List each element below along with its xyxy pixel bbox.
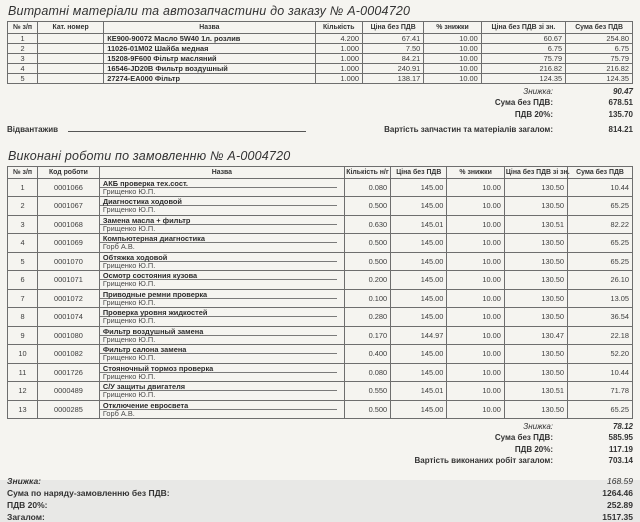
work-sum: 10.44 [568,363,633,382]
material-discount-pct: 10.00 [424,44,482,54]
row-number: 5 [8,252,38,271]
work-name-cell [99,382,344,401]
work-name: Осмотр состояния кузова [100,271,337,280]
work-sum: 52.20 [568,345,633,364]
row-number: 8 [8,308,38,327]
work-price-discounted: 130.50 [504,289,567,308]
works-table [7,166,633,420]
row-number: 4 [8,234,38,253]
row-number: 12 [8,382,38,401]
material-qty: 1.000 [315,54,363,64]
work-discount-pct: 10.00 [447,197,505,216]
col-qty-hours: Кількість н/г [344,166,390,178]
col-row-number: № з/п [8,22,38,34]
work-performer: Грищенко Ю.П. [102,205,156,214]
col-discount: % знижки [424,22,482,34]
work-name: Диагностика ходовой [100,197,337,206]
work-row [8,400,633,419]
cat-number [38,44,104,54]
summary-order-total-label: Сума по наряду-замовленню без ПДВ: [7,488,170,498]
work-name-cell [99,363,344,382]
work-price-discounted: 130.50 [504,308,567,327]
material-row [8,34,633,44]
col-cat-number: Кат. номер [38,22,104,34]
work-qty: 0.400 [344,345,390,364]
materials-title: Витратні матеріали та автозапчастини до заказу № А-0004720 [8,4,411,18]
row-number: 10 [8,345,38,364]
work-row [8,197,633,216]
materials-vat-line [7,110,633,119]
work-name: Компьютерная диагностика [100,234,337,243]
work-price-discounted: 130.50 [504,271,567,290]
work-price-discounted: 130.50 [504,400,567,419]
work-price: 145.00 [391,271,447,290]
work-performer: Горб А.В. [102,242,135,251]
work-discount-pct: 10.00 [447,289,505,308]
work-qty: 0.200 [344,271,390,290]
work-price: 145.00 [391,252,447,271]
row-number: 2 [8,44,38,54]
work-name: Отключение евросвета [100,401,337,410]
col-price: Ціна без ПДВ [391,166,447,178]
row-number: 11 [8,363,38,382]
work-code: 0000489 [38,382,100,401]
work-row [8,326,633,345]
work-row [8,252,633,271]
summary-grand-total-line [7,512,633,522]
work-sum: 65.25 [568,252,633,271]
cat-number [38,34,104,44]
work-discount-pct: 10.00 [447,382,505,401]
work-code: 0001069 [38,234,100,253]
work-qty: 0.500 [344,234,390,253]
works-total-line [7,456,633,465]
work-price: 144.97 [391,326,447,345]
material-price: 84.21 [363,54,424,64]
cat-number [38,54,104,64]
work-price: 145.00 [391,197,447,216]
work-name-cell [99,178,344,197]
work-row [8,345,633,364]
work-code: 0001067 [38,197,100,216]
shipped-by-label: Відвантажив [7,124,59,134]
material-discount-pct: 10.00 [424,34,482,44]
work-price: 145.00 [391,234,447,253]
work-price-discounted: 130.51 [504,382,567,401]
materials-discount-line [7,87,633,96]
work-name-cell [99,400,344,419]
work-performer: Грищенко Ю.П. [102,334,156,344]
work-performer: Грищенко Ю.П. [102,316,156,325]
work-price: 145.00 [391,345,447,364]
work-code: 0001726 [38,363,100,382]
row-number: 3 [8,215,38,234]
material-sum: 124.35 [566,74,633,84]
work-price-discounted: 130.51 [504,215,567,234]
work-sum: 65.25 [568,197,633,216]
row-number: 4 [8,64,38,74]
materials-subtotal-label: Сума без ПДВ: [494,98,553,107]
shipping-line [7,123,633,134]
material-sum: 6.75 [566,44,633,54]
col-price: Ціна без ПДВ [363,22,424,34]
work-name-cell [99,308,344,327]
work-code: 0001071 [38,271,100,290]
material-price-discounted: 60.67 [481,34,565,44]
row-number: 6 [8,271,38,290]
row-number: 1 [8,178,38,197]
work-price-discounted: 130.50 [504,178,567,197]
col-qty: Кількість [315,22,363,34]
work-row [8,382,633,401]
summary-discount-line [7,476,633,486]
materials-subtotal-value: 678.51 [608,98,633,107]
work-price-discounted: 130.50 [504,234,567,253]
summary-order-total-value: 1264.46 [602,488,633,498]
work-name-cell [99,345,344,364]
materials-discount-value: 90.47 [612,86,633,96]
work-name-cell [99,326,344,345]
work-name: С/У защиты двигателя [100,382,337,391]
materials-table [7,21,633,84]
work-qty: 0.500 [344,400,390,419]
row-number: 3 [8,54,38,64]
work-name: Фильтр воздушный замена [100,327,337,336]
work-price: 145.01 [391,382,447,401]
material-sum: 75.79 [566,54,633,64]
material-price: 67.41 [363,34,424,44]
row-number: 13 [8,400,38,419]
works-subtotal-label: Сума без ПДВ: [494,433,553,442]
cat-number [38,74,104,84]
summary-discount-label: Знижка: [7,476,42,486]
material-discount-pct: 10.00 [424,54,482,64]
material-qty: 1.000 [315,44,363,54]
work-discount-pct: 10.00 [447,363,505,382]
summary-vat-line [7,500,633,510]
works-subtotal-line [7,433,633,442]
work-discount-pct: 10.00 [447,252,505,271]
works-vat-label: ПДВ 20%: [514,444,553,454]
work-code: 0001070 [38,252,100,271]
work-code: 0001074 [38,308,100,327]
material-price-discounted: 75.79 [481,54,565,64]
works-discount-label: Знижка: [523,421,553,431]
work-qty: 0.170 [344,326,390,345]
work-name: АКБ проверка тех.сост. [100,179,337,188]
material-row [8,64,633,74]
col-name: Назва [104,22,315,34]
material-price: 240.91 [363,64,424,74]
col-work-code: Код роботи [38,166,100,178]
work-name-cell [99,289,344,308]
work-price-discounted: 130.50 [504,252,567,271]
work-name-cell [99,252,344,271]
summary-vat-value: 252.89 [607,500,633,510]
row-number: 7 [8,289,38,308]
work-name: Обтяжка ходовой [100,253,337,262]
material-row [8,44,633,54]
work-row [8,215,633,234]
material-discount-pct: 10.00 [424,74,482,84]
material-name: КЕ900-90072 Масло 5W40 1л. розлив [104,34,315,44]
materials-total-value: 814.21 [608,124,633,134]
col-row-number: № з/п [8,166,38,178]
work-price-discounted: 130.50 [504,345,567,364]
work-discount-pct: 10.00 [447,345,505,364]
work-sum: 65.25 [568,234,633,253]
work-price: 145.00 [391,308,447,327]
work-qty: 0.500 [344,197,390,216]
work-discount-pct: 10.00 [447,234,505,253]
work-row [8,234,633,253]
works-section [7,149,633,466]
work-qty: 0.080 [344,363,390,382]
works-total-label: Вартість виконаних робіт загалом: [414,456,553,465]
col-sum: Сума без ПДВ [566,22,633,34]
col-discount: % знижки [447,166,505,178]
material-name: 11026-01М02 Шайба медная [104,44,315,54]
row-number: 5 [8,74,38,84]
work-performer: Грищенко Ю.П. [102,353,156,362]
row-number: 9 [8,326,38,345]
summary-order-total-line [7,488,633,498]
work-discount-pct: 10.00 [447,271,505,290]
work-name: Фильтр салона замена [100,345,337,354]
works-discount-value: 78.12 [612,421,633,431]
work-row [8,178,633,197]
material-sum: 216.82 [566,64,633,74]
work-sum: 22.18 [568,326,633,345]
work-code: 0001072 [38,289,100,308]
material-row [8,74,633,84]
works-vat-value: 117.19 [608,444,633,454]
work-sum: 10.44 [568,178,633,197]
work-discount-pct: 10.00 [447,215,505,234]
work-qty: 0.500 [344,252,390,271]
material-price-discounted: 124.35 [481,74,565,84]
work-qty: 0.550 [344,382,390,401]
row-number: 1 [8,34,38,44]
work-performer: Грищенко Ю.П. [102,297,156,307]
col-price-discounted: Ціна без ПДВ зі зн. [481,22,565,34]
work-name-cell [99,234,344,253]
work-qty: 0.100 [344,289,390,308]
material-name: 27274-EA000 Фільтр [104,74,315,84]
work-discount-pct: 10.00 [447,326,505,345]
material-row [8,54,633,64]
work-performer: Грищенко Ю.П. [102,390,156,399]
summary-grand-total-value: 1517.35 [602,512,633,522]
work-performer: Грищенко Ю.П. [102,279,156,288]
work-qty: 0.080 [344,178,390,197]
works-title: Виконані роботи по замовленню № А-0004720 [8,148,291,163]
work-price: 145.00 [391,400,447,419]
row-number: 2 [8,197,38,216]
work-performer: Грищенко Ю.П. [102,260,156,270]
work-row [8,308,633,327]
summary-grand-total-label: Загалом: [7,512,45,522]
materials-discount-label: Знижка: [523,86,553,96]
work-name: Приводные ремни проверка [100,290,337,299]
material-price-discounted: 216.82 [481,64,565,74]
work-code: 0000285 [38,400,100,419]
material-price: 7.50 [363,44,424,54]
work-qty: 0.280 [344,308,390,327]
col-name: Назва [99,166,344,178]
cat-number [38,64,104,74]
work-price-discounted: 130.50 [504,197,567,216]
work-performer: Грищенко Ю.П. [102,371,156,381]
work-discount-pct: 10.00 [447,308,505,327]
work-name: Стояночный тормоз проверка [100,364,337,373]
work-price-discounted: 130.47 [504,326,567,345]
material-discount-pct: 10.00 [424,64,482,74]
materials-vat-label: ПДВ 20%: [514,109,553,119]
material-sum: 254.80 [566,34,633,44]
material-price-discounted: 6.75 [481,44,565,54]
material-name: 15208-9F600 Фільтр масляний [104,54,315,64]
work-code: 0001068 [38,215,100,234]
work-code: 0001082 [38,345,100,364]
work-discount-pct: 10.00 [447,400,505,419]
material-qty: 4.200 [315,34,363,44]
work-price-discounted: 130.50 [504,363,567,382]
work-price: 145.00 [391,178,447,197]
work-performer: Горб А.В. [102,408,135,418]
work-price: 145.01 [391,215,447,234]
material-qty: 1.000 [315,64,363,74]
materials-total-label: Вартість запчастин та матеріалів загалом: [384,124,553,134]
work-row [8,289,633,308]
work-sum: 36.54 [568,308,633,327]
work-qty: 0.630 [344,215,390,234]
work-name: Замена масла + фильтр [100,216,337,225]
work-sum: 71.78 [568,382,633,401]
col-price-discounted: Ціна без ПДВ зі зн. [504,166,567,178]
work-sum: 65.25 [568,400,633,419]
materials-subtotal-line [7,98,633,107]
materials-vat-value: 135.70 [608,109,633,119]
work-name-cell [99,271,344,290]
work-performer: Грищенко Ю.П. [102,186,156,196]
works-vat-line [7,445,633,454]
summary-discount-value: 168.59 [607,476,633,486]
material-price: 138.17 [363,74,424,84]
works-discount-line [7,422,633,431]
work-row [8,271,633,290]
work-performer: Грищенко Ю.П. [102,223,156,233]
works-header-row [8,166,633,178]
summary-vat-label: ПДВ 20%: [7,500,48,510]
signature-line [68,123,306,132]
work-name: Проверка уровня жидкостей [100,308,337,317]
order-summary [7,476,633,522]
works-subtotal-value: 585.95 [608,433,633,442]
material-name: 16546-JD20B Фильтр воздушный [104,64,315,74]
work-discount-pct: 10.00 [447,178,505,197]
material-qty: 1.000 [315,74,363,84]
work-sum: 26.10 [568,271,633,290]
work-code: 0001080 [38,326,100,345]
work-sum: 82.22 [568,215,633,234]
work-name-cell [99,197,344,216]
work-code: 0001066 [38,178,100,197]
work-name-cell [99,215,344,234]
col-sum: Сума без ПДВ [568,166,633,178]
work-row [8,363,633,382]
works-total-value: 703.14 [608,456,633,465]
work-price: 145.00 [391,363,447,382]
work-price: 145.00 [391,289,447,308]
materials-header-row [8,22,633,34]
work-sum: 13.05 [568,289,633,308]
